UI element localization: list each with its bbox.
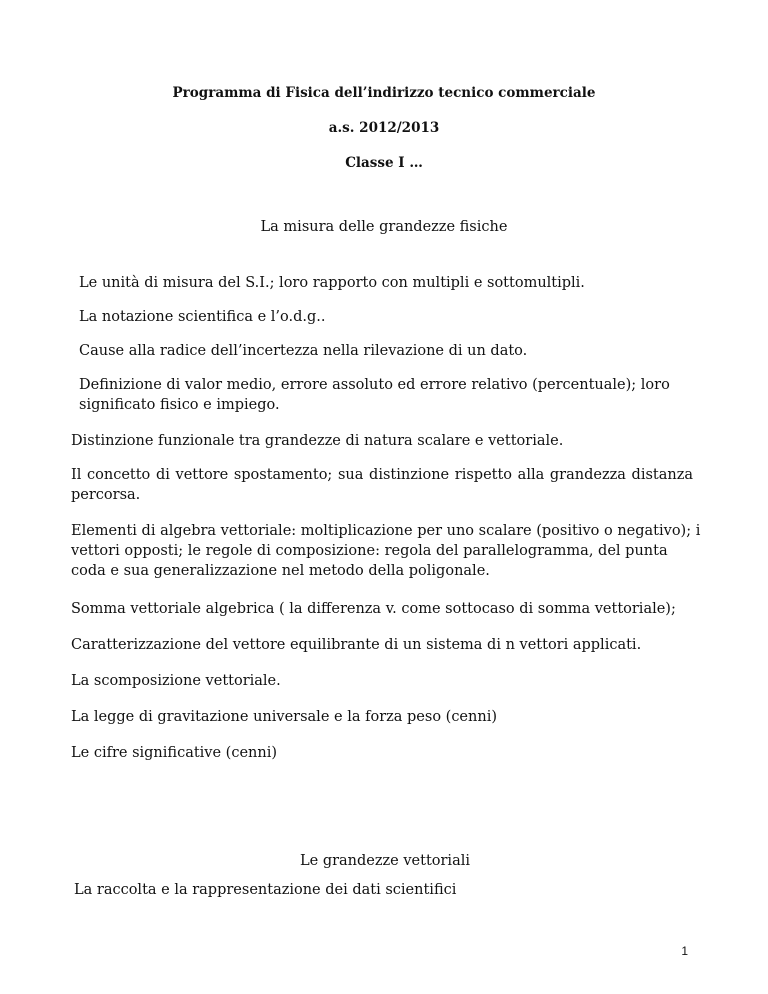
document-title: Programma di Fisica dell’indirizzo tecnico commerciale [172, 85, 596, 101]
section-heading: Le grandezze vettoriali [300, 853, 470, 869]
school-year: a.s. 2012/2013 [328, 120, 440, 136]
list-item: Distinzione funzionale tra grandezze di natura scalare e vettoriale. [71, 433, 564, 449]
list-item: La scomposizione vettoriale. [71, 673, 281, 689]
list-item: Caratterizzazione del vettore equilibrante di un sistema di n vettori applicati. [71, 637, 642, 653]
list-item: Definizione di valor medio, errore assoluto ed errore relativo (percentuale); loro significato fisico e impiego. [79, 377, 670, 413]
list-item: Il concetto di vettore spostamento; sua distinzione rispetto alla grandezza distanza percorsa. [71, 467, 693, 503]
section-heading: La misura delle grandezze fisiche [260, 219, 508, 235]
list-item: Le unità di misura del S.I.; loro rapporto con multipli e sottomultipli. [79, 275, 585, 291]
list-item: Le cifre significative (cenni) [71, 745, 278, 761]
class-label: Classe I … [345, 155, 423, 171]
list-item: Somma vettoriale algebrica ( la differenza v. come sottocaso di somma vettoriale); [71, 601, 676, 617]
page-number: 1 [681, 944, 688, 958]
list-item: La raccolta e la rappresentazione dei dati scientifici [74, 882, 457, 898]
list-item: La legge di gravitazione universale e la forza peso (cenni) [71, 709, 497, 725]
list-item: La notazione scientifica e l’o.d.g.. [79, 309, 326, 325]
list-item: Cause alla radice dell’incertezza nella rilevazione di un dato. [79, 343, 528, 359]
list-item: Elementi di algebra vettoriale: moltiplicazione per uno scalare (positivo o negativo); i vettori opposti; le regole di composizione: regola del parallelogramma, del punta coda e sua generalizzazione nel metodo della poligonale. [71, 523, 701, 579]
